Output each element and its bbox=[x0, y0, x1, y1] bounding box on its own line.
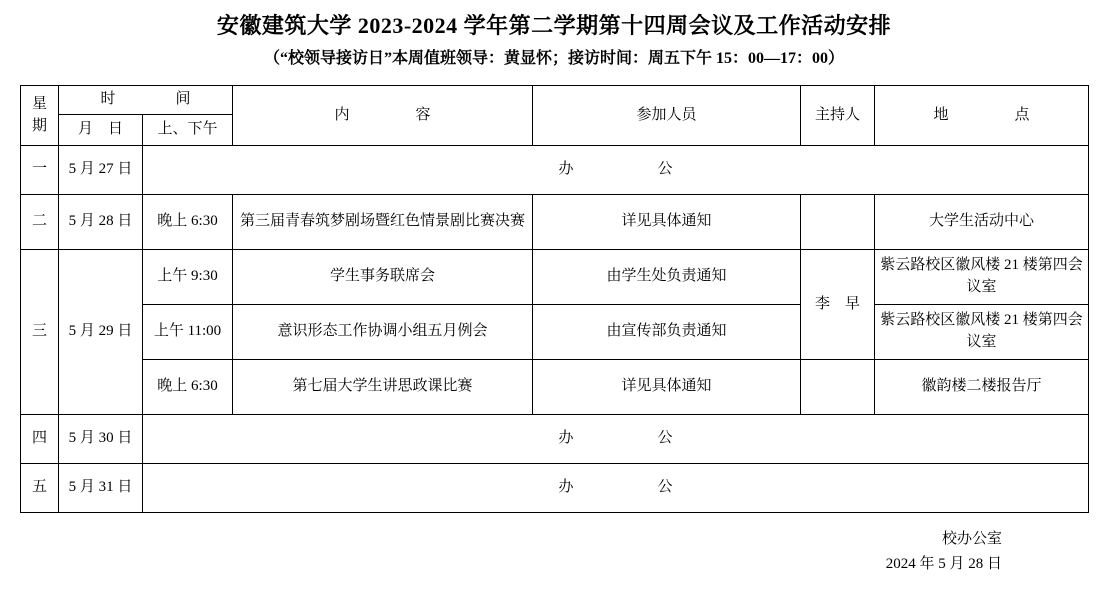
cell-content-full: 办 公 bbox=[143, 463, 1089, 512]
cell-content: 第七届大学生讲思政课比赛 bbox=[233, 359, 533, 414]
cell-place: 紫云路校区徽风楼 21 楼第四会议室 bbox=[875, 249, 1089, 304]
title-block bbox=[0, 0, 1108, 69]
cell-content-full: 办 公 bbox=[143, 145, 1089, 194]
cell-date: 5 月 27 日 bbox=[59, 145, 143, 194]
page-title: 安徽建筑大学 2023-2024 学年第二学期第十四周会议及工作活动安排 bbox=[216, 13, 892, 38]
cell-weekday: 四 bbox=[21, 414, 59, 463]
header-ampm: 上、下午 bbox=[143, 115, 233, 146]
cell-ampm: 晚上 6:30 bbox=[143, 194, 233, 249]
table-row bbox=[21, 463, 1089, 512]
table-row bbox=[21, 145, 1089, 194]
header-weekday-line1: 星 bbox=[31, 95, 47, 112]
footer-date: 2024 年 5 月 28 日 bbox=[885, 556, 1002, 573]
header-people: 参加人员 bbox=[533, 86, 801, 146]
cell-weekday: 一 bbox=[21, 145, 59, 194]
page-subtitle: （“校领导接访日”本周值班领导：黄显怀；接访时间：周五下午 15：00—17：00） bbox=[263, 49, 844, 67]
cell-people: 详见具体通知 bbox=[533, 194, 801, 249]
cell-place: 紫云路校区徽风楼 21 楼第四会议室 bbox=[875, 304, 1089, 359]
schedule-table-wrapper bbox=[20, 85, 1088, 513]
table-row bbox=[21, 414, 1089, 463]
table-header-row-1 bbox=[21, 86, 1089, 115]
cell-date: 5 月 31 日 bbox=[59, 463, 143, 512]
footer-office: 校办公室 bbox=[941, 530, 1002, 547]
cell-content-full: 办 公 bbox=[143, 414, 1089, 463]
cell-weekday: 三 bbox=[21, 249, 59, 414]
cell-date: 5 月 29 日 bbox=[59, 249, 143, 414]
footer bbox=[0, 527, 1108, 578]
table-row bbox=[21, 304, 1089, 359]
cell-place: 徽韵楼二楼报告厅 bbox=[875, 359, 1089, 414]
header-place: 地 点 bbox=[875, 86, 1089, 146]
cell-ampm: 上午 11:00 bbox=[143, 304, 233, 359]
cell-people: 由宣传部负责通知 bbox=[533, 304, 801, 359]
header-weekday-line2: 期 bbox=[31, 117, 47, 134]
cell-content: 学生事务联席会 bbox=[233, 249, 533, 304]
cell-people: 由学生处负责通知 bbox=[533, 249, 801, 304]
cell-date: 5 月 30 日 bbox=[59, 414, 143, 463]
table-row bbox=[21, 359, 1089, 414]
table-row bbox=[21, 194, 1089, 249]
cell-host bbox=[801, 359, 875, 414]
cell-people: 详见具体通知 bbox=[533, 359, 801, 414]
header-date: 月 日 bbox=[59, 115, 143, 146]
cell-content: 意识形态工作协调小组五月例会 bbox=[233, 304, 533, 359]
schedule-table bbox=[20, 85, 1089, 513]
cell-place: 大学生活动中心 bbox=[875, 194, 1089, 249]
header-time-group: 时 间 bbox=[59, 86, 233, 115]
cell-host bbox=[801, 194, 875, 249]
cell-weekday: 二 bbox=[21, 194, 59, 249]
table-body bbox=[21, 145, 1089, 512]
cell-date: 5 月 28 日 bbox=[59, 194, 143, 249]
cell-ampm: 上午 9:30 bbox=[143, 249, 233, 304]
cell-host: 李 早 bbox=[801, 249, 875, 359]
header-host: 主持人 bbox=[801, 86, 875, 146]
header-content: 内 容 bbox=[233, 86, 533, 146]
cell-weekday: 五 bbox=[21, 463, 59, 512]
table-row bbox=[21, 249, 1089, 304]
cell-content: 第三届青春筑梦剧场暨红色情景剧比赛决赛 bbox=[233, 194, 533, 249]
cell-ampm: 晚上 6:30 bbox=[143, 359, 233, 414]
table-header bbox=[21, 86, 1089, 146]
header-weekday bbox=[21, 86, 59, 146]
